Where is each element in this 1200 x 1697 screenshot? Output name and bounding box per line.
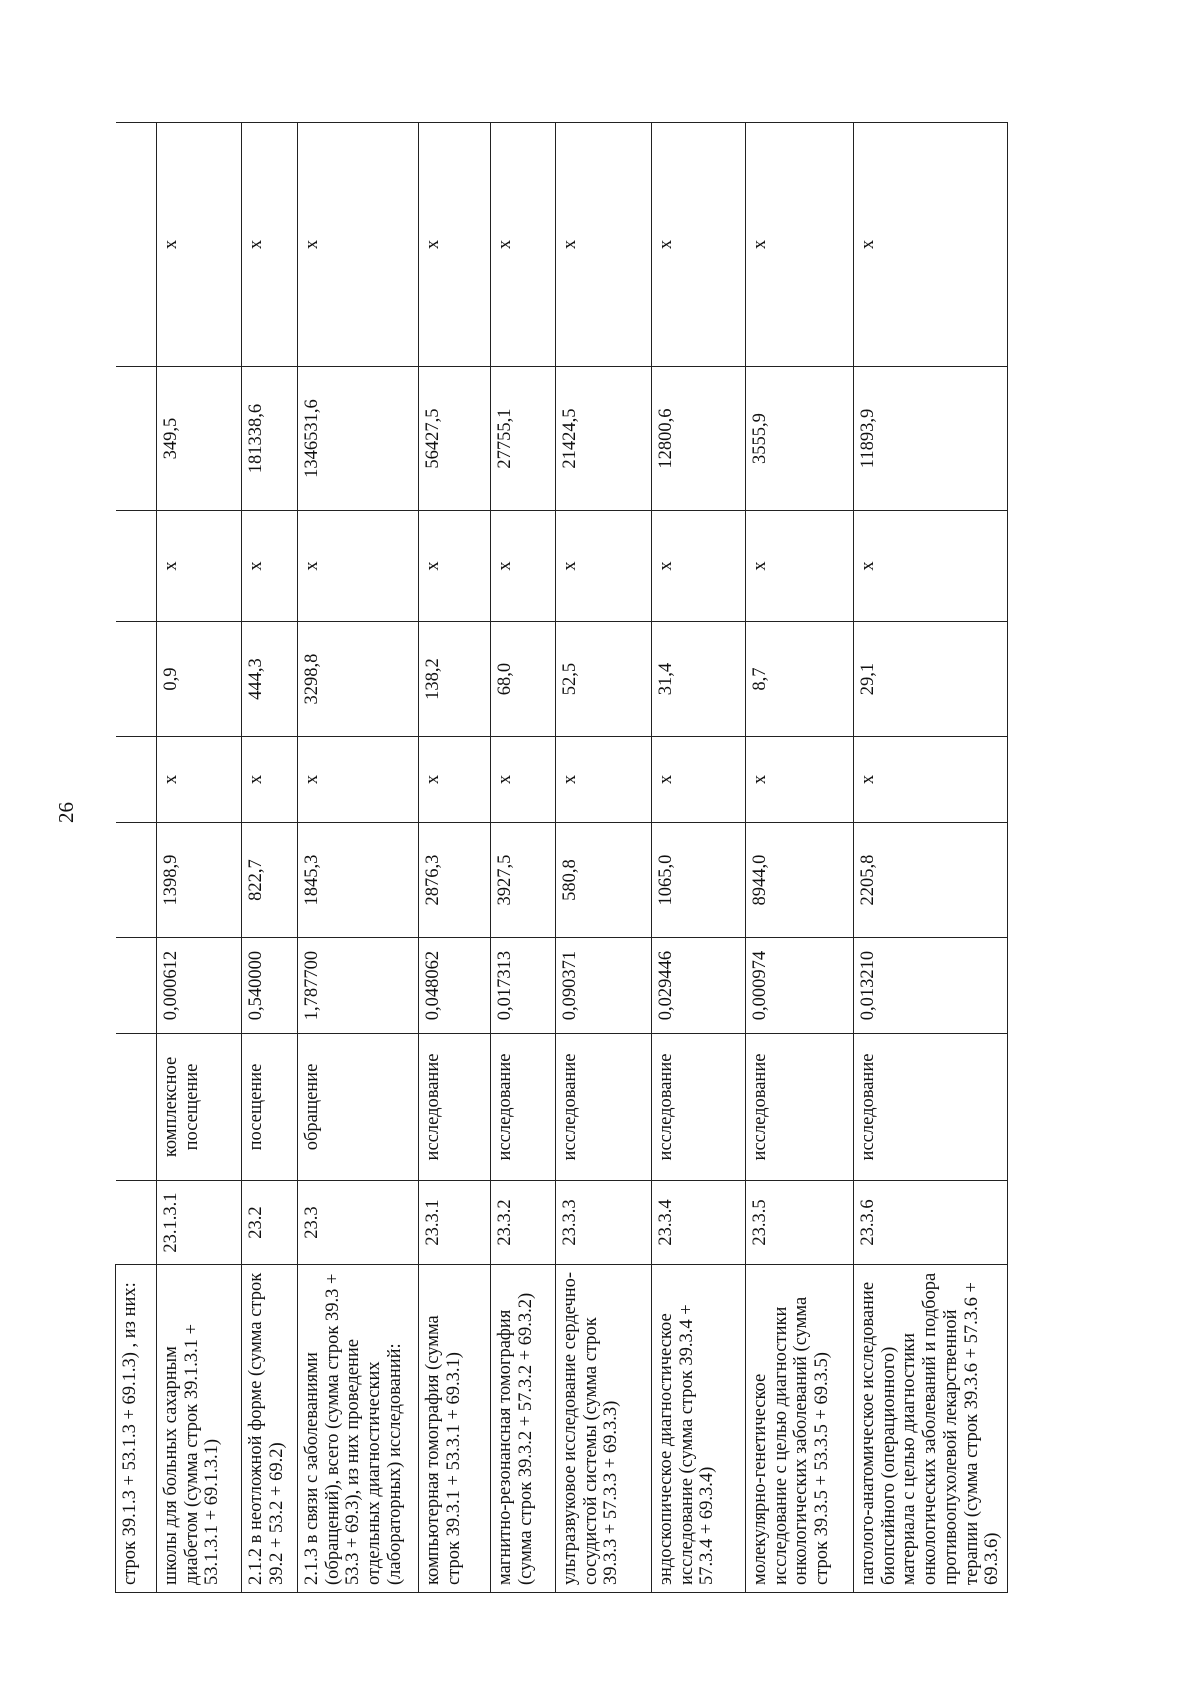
x-cell: х [298,511,419,622]
x-cell: х [746,511,854,622]
value-cell: 31,4 [652,622,746,737]
value-cell: 1346531,6 [298,367,419,511]
cost-cell: 1398,9 [157,823,242,938]
empty-cell [116,1034,157,1181]
cost-cell: 8944,0 [746,823,854,938]
empty-cell [116,737,157,823]
empty-cell [116,823,157,938]
value-cell: 27755,1 [491,367,556,511]
norm-cell: 0,000612 [157,938,242,1034]
norm-cell: 0,013210 [854,938,1008,1034]
table-row [746,123,854,1593]
value-cell: 12800,6 [652,367,746,511]
x-cell: х [854,123,1008,367]
unit-cell: обращение [298,1034,419,1181]
x-cell: х [556,123,652,367]
x-cell: х [298,737,419,823]
value-cell: 11893,9 [854,367,1008,511]
x-cell: х [242,511,298,622]
value-cell: 444,3 [242,622,298,737]
line-number-cell: 23.3.3 [556,1181,652,1265]
norm-cell: 0,017313 [491,938,556,1034]
value-cell: 52,5 [556,622,652,737]
row-name-cell: патолого-анатомическое исследование биопсийного (операционного) материала с целью диагностики онкологических заболеваний и подбора противоопухолевой лекарственной терапии (сумма строк 39.3.6 + 57.3.6 + 69.3.6) [854,1265,1008,1593]
rotated-table-container [115,123,1063,1593]
x-cell: х [556,737,652,823]
row-name-cell: ультразвуковое исследование сердечно-сосудистой системы (сумма строк 39.3.3 + 57.3.3 + 69.3.3) [556,1265,652,1593]
empty-cell [116,367,157,511]
cost-cell: 1065,0 [652,823,746,938]
value-cell: 21424,5 [556,367,652,511]
row-name-cell: строк 39.1.3 + 53.1.3 + 69.1.3) , из них: [116,1265,157,1593]
cost-cell: 3927,5 [491,823,556,938]
value-cell: 29,1 [854,622,1008,737]
cost-cell: 2205,8 [854,823,1008,938]
cost-cell: 580,8 [556,823,652,938]
empty-cell [116,1181,157,1265]
empty-cell [116,938,157,1034]
x-cell: х [242,123,298,367]
row-name-cell: 2.1.3 в связи с заболеваниями (обращений), всего (сумма строк 39.3 + 53.3 + 69.3), из них проведение отдельных диагностических (лабораторных) исследований: [298,1265,419,1593]
unit-cell: комплексное посещение [157,1034,242,1181]
line-number-cell: 23.3.4 [652,1181,746,1265]
unit-cell: исследование [854,1034,1008,1181]
x-cell: х [157,511,242,622]
page-number: 26 [54,802,78,823]
table-row [116,123,157,1593]
empty-cell [116,622,157,737]
x-cell: х [491,511,556,622]
financing-table [115,122,1008,1593]
x-cell: х [746,123,854,367]
x-cell: х [298,123,419,367]
line-number-cell: 23.3.5 [746,1181,854,1265]
norm-cell: 0,000974 [746,938,854,1034]
norm-cell: 1,787700 [298,938,419,1034]
x-cell: х [157,123,242,367]
table-row [652,123,746,1593]
row-name-cell: эндоскопическое диагностическое исследование (сумма строк 39.3.4 + 57.3.4 + 69.3.4) [652,1265,746,1593]
unit-cell: исследование [746,1034,854,1181]
x-cell: х [854,511,1008,622]
value-cell: 3555,9 [746,367,854,511]
line-number-cell: 23.3.1 [419,1181,491,1265]
norm-cell: 0,090371 [556,938,652,1034]
value-cell: 68,0 [491,622,556,737]
unit-cell: исследование [652,1034,746,1181]
x-cell: х [652,737,746,823]
table-row [242,123,298,1593]
line-number-cell: 23.3.6 [854,1181,1008,1265]
value-cell: 349,5 [157,367,242,511]
row-name-cell: компьютерная томография (сумма строк 39.3.1 + 53.3.1 + 69.3.1) [419,1265,491,1593]
value-cell: 181338,6 [242,367,298,511]
x-cell: х [157,737,242,823]
table-row [854,123,1008,1593]
x-cell: х [419,511,491,622]
row-name-cell: молекулярно-генетическое исследование с целью диагностики онкологических заболеваний (сумма строк 39.3.5 + 53.3.5 + 69.3.5) [746,1265,854,1593]
x-cell: х [854,737,1008,823]
empty-cell [116,123,157,367]
unit-cell: посещение [242,1034,298,1181]
value-cell: 0,9 [157,622,242,737]
cost-cell: 1845,3 [298,823,419,938]
x-cell: х [491,123,556,367]
x-cell: х [652,123,746,367]
row-name-cell: школы для больных сахарным диабетом (сумма строк 39.1.3.1 + 53.1.3.1 + 69.1.3.1) [157,1265,242,1593]
line-number-cell: 23.2 [242,1181,298,1265]
value-cell: 56427,5 [419,367,491,511]
cost-cell: 2876,3 [419,823,491,938]
line-number-cell: 23.1.3.1 [157,1181,242,1265]
table-row [419,123,491,1593]
table-row [491,123,556,1593]
empty-cell [116,511,157,622]
x-cell: х [491,737,556,823]
table-row [157,123,242,1593]
x-cell: х [746,737,854,823]
unit-cell: исследование [491,1034,556,1181]
norm-cell: 0,048062 [419,938,491,1034]
value-cell: 3298,8 [298,622,419,737]
table-row [298,123,419,1593]
value-cell: 138,2 [419,622,491,737]
value-cell: 8,7 [746,622,854,737]
row-name-cell: магнитно-резонансная томография (сумма строк 39.3.2 + 57.3.2 + 69.3.2) [491,1265,556,1593]
x-cell: х [556,511,652,622]
table-row [556,123,652,1593]
x-cell: х [242,737,298,823]
unit-cell: исследование [419,1034,491,1181]
x-cell: х [419,737,491,823]
line-number-cell: 23.3.2 [491,1181,556,1265]
x-cell: х [652,511,746,622]
norm-cell: 0,540000 [242,938,298,1034]
norm-cell: 0,029446 [652,938,746,1034]
row-name-cell: 2.1.2 в неотложной форме (сумма строк 39.2 + 53.2 + 69.2) [242,1265,298,1593]
line-number-cell: 23.3 [298,1181,419,1265]
cost-cell: 822,7 [242,823,298,938]
x-cell: х [419,123,491,367]
unit-cell: исследование [556,1034,652,1181]
